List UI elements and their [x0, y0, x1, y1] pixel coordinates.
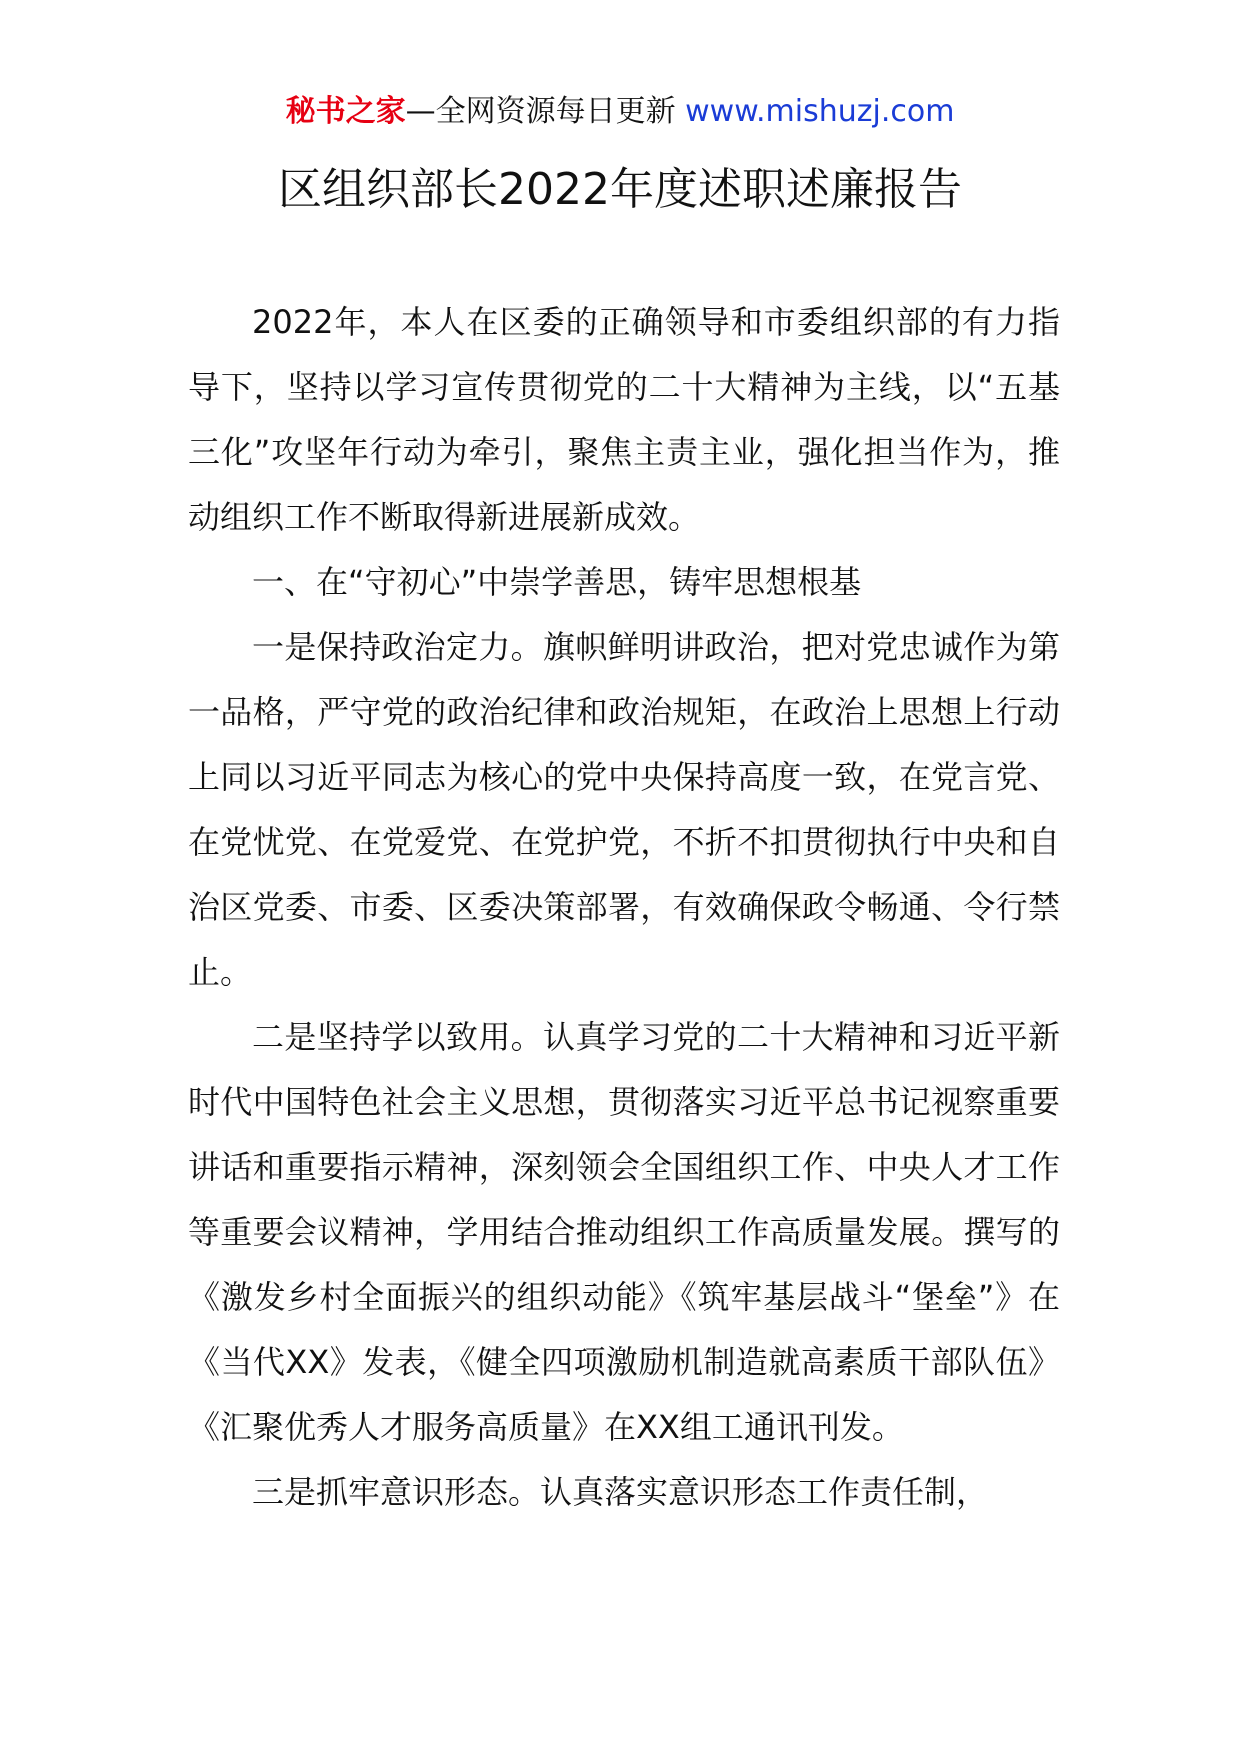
- website-link[interactable]: www.mishuzj.com: [685, 94, 955, 129]
- paragraph-study-application: 二是坚持学以致用。认真学习党的二十大精神和习近平新时代中国特色社会主义思想，贯彻落实习近平总书记视察重要讲话和重要指示精神，深刻领会全国组织工作、中央人才工作等重要会议精神，学用结合推动组织工作高质量发展。撰写的《激发乡村全面振兴的组织动能》《筑牢基层战斗“堡垒”》在《当代XX》发表，《健全四项激励机制造就高素质干部队伍》《汇聚优秀人才服务高质量》在XX组工通讯刊发。: [188, 1018, 1060, 1446]
- paragraph-political-stance: 一是保持政治定力。旗帜鲜明讲政治，把对党忠诚作为第一品格，严守党的政治纪律和政治规矩，在政治上思想上行动上同以习近平同志为核心的党中央保持高度一致，在党言党、在党忧党、在党爱党、在党护党，不折不扣贯彻执行中央和自治区党委、市委、区委决策部署，有效确保政令畅通、令行禁止。: [188, 628, 1060, 991]
- header-tagline: —全网资源每日更新: [405, 94, 686, 129]
- paragraph-ideology: 三是抓牢意识形态。认真落实意识形态工作责任制，: [252, 1473, 989, 1511]
- site-header: [0, 92, 1240, 132]
- brand-name: 秘书之家: [285, 94, 406, 129]
- document-title: 区组织部长2022年度述职述廉报告: [278, 164, 962, 215]
- section-heading-1: 一、在“守初心”中崇学善思，铸牢思想根基: [252, 563, 862, 601]
- paragraph-intro: 2022年，本人在区委的正确领导和市委组织部的有力指导下，坚持以学习宣传贯彻党的二十大精神为主线，以“五基三化”攻坚年行动为牵引，聚焦主责主业，强化担当作为，推动组织工作不断取得新进展新成效。: [188, 303, 1060, 536]
- document-body: [188, 290, 1060, 1525]
